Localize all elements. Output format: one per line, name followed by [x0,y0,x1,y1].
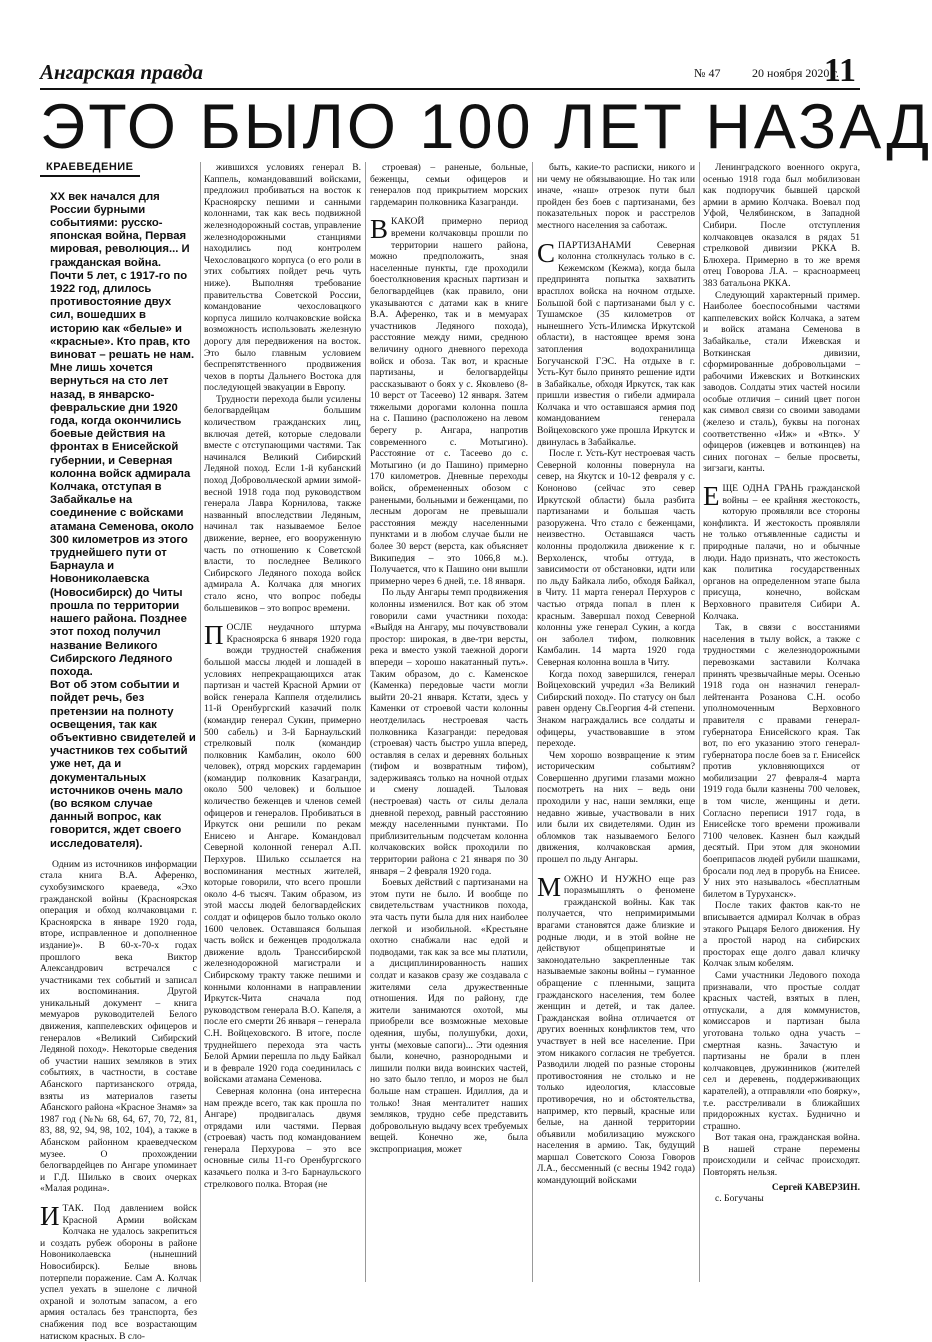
body-paragraph: Одним из источников информации стала книга В.А. Аференко, сухобузимского краеведа, «Эхо гражданской войны (Красноярская операция и обход колчаковцами г. Красноярска в январе 1920 года, вторе, исправленное и дополненное издание)». В 60-х-70-х годах прошлого века Виктор Александрович встречался с участниками тех событий и записал их воспоминания. Другой уникальный документ – книга мемуаров руководителей Белого движения, каппелевских офицеров и генералов «Великий Сибирский Ледяной поход». Некоторые сведения об участии наших земляков в этих событиях, в частности, в составе Абанского партизанского отряда, взяты из материалов газеты Абанского района «Красное Знамя» за 1987 год (№№ 68, 64, 67, 70, 72, 81, 83, 88, 92, 94, 98, 102, 104), а также в Абанском районном краеведческом музее. О прохождении белогвардейцев по Ангаре упоминает и Г.Д. Шилько в своих очерках «Малая родина». [40,858,197,1195]
body-paragraph: КАКОЙ примерно период времени колчаковцы прошли по территории нашего района, можно предположить, зная населенные пункты, где проходили боестолкновения красных партизан и белогвардейцев (как правило, они указываются с датами как в книге В.А. Аференко, так и в мемуарах участников Ледяного похода), расстояние между ними, среднюю величину одного дневного перехода войск и обоза. Так вот, и красные партизаны, и белогвардейцы рассказывают о боях у с. Яковлево (8-10 верст от Тасеево) 12 января. Затем тяжелыми дорогами колонна пошла на с. Пашино (расположено на левом берегу р. Ангара, напротив современного с. Мотыгино). Расстояние от с. Тасеево до с. Мотыгино (и до Пашино) примерно 170 километров. Дневные переходы войск, обремененных обозом с ранеными, больными и беженцами, по лесным дорогам не превышали расстояния между населенными пунктами и в любом случае были не более 30 верст (верста, как объясняет Википедия – это 1066,8 м.). Получается, что к Пашино они вышли примерно через 6 дней, т.е. 18 января. [370,216,528,587]
lead-paragraph: Вот об этом событии и пойдет речь, без претензии на полноту освещения, так как объективно свидетелей и участников тех событий уже нет, да и документальных источников очень мало (во всяком случае данный вопрос, как говорится, ждет своего исследователя). [50,679,196,850]
section-block [703,483,860,1179]
drop-cap: С [537,237,556,268]
column-divider [365,162,366,1282]
section-block [204,622,361,1190]
body-paragraph: Вот такая она, гражданская война. В нашей стране перемены происходили и сейчас происходят. Повторять нельзя. [703,1132,860,1179]
section-block [537,871,695,1187]
page-number: 11 [823,52,856,89]
body-paragraph: ТАК. Под давлением войск Красной Армии войскам Колчака не удалось закрепиться и создать рубеж обороны в районе Новониколаевска (нынешний Новосибирск). Белые вновь потерпели поражение. Сам А. Колчак успел уехать в эшелоне с личной охраной и золотым запасом, а его армия осталась без транспорта, без снабжения под все возрастающим натиском красных. В сло- [40,1202,197,1342]
body-paragraph: Боевых действий с партизанами на этом пути не было. И вообще по свидетельствам участников похода, эта часть пути была для них наиболее легкой и изобильной. «Крестьяне охотно снабжали нас едой и подводами, так как за все мы платили, а дисциплинированность наших солдат и казаков сразу же создавала с жителями села дружественные отношения. Идя по району, где жители занимаются охотой, мы приобрели все возможные меховые одеяния, шубы, полушубки, дохи, унты (меховые сапоги)... Эти одеяния были, конечно, разнородными и лишили полки вида воинских частей, но зато было тепло, и мороз не был больше нам страшен. Идиллия, да и только! Зная менталитет наших земляков, трудно себе представить добровольную выдачу всех требуемых вещей. Конечно же, была экспроприация, может [370,877,528,1155]
issue-date: 20 ноября 2020 г. [752,66,839,80]
body-paragraph: По льду Ангары темп продвижения колонны изменился. Вот как об этом говорили сами участники похода: «Выйдя на Ангару, мы почувствовали простор: широкая, в две-три версты, река и вместо узкой таежной дороги впереди – хорошо накатанный путь». Таким образом, до с. Каменское (Каменка) передовые части могли выйти 20-21 января. Кстати, здесь у Каменки от строевой части колонны неотделилась нестроевая часть полковника Казагранди: передовая (строевая) часть быстро ушла вперед, оставляя в селах и деревнях больных (тифом и возвратным тифом), задерживаясь только на ночной отдых и смену лошадей. Тыловая (нестроевая) часть от силы делала дневной переход, равный расстоянию между населенными пунктами. По приблизительным подсчетам колонна колчаковских войск проходили по территории района с 21 января по 30 января – 2 февраля 1920 года. [370,587,528,877]
article-lead [50,191,197,851]
body-paragraph: Следующий характерный пример. Наиболее боеспособными частями каппелевских войск Колчака, а затем и войск атамана Семенова в Забайкалье, стали Ижевская и Воткинская дивизии, сформированные добровольцами – рабочими Ижевских и Воткинских заводов. Солдаты этих частей носили особые отличия – синий цвет погон как символ связи со своими заводами (железо и сталь), буквы на погонах соответственно «Иж» и «Втк». У офицеров (ижевцев и воткинцев) на синих погонах – белые просветы, зигзаги, канты. [703,289,860,475]
masthead: Ангарская правда [40,60,204,84]
column-divider [699,162,700,1282]
body-paragraph: ПАРТИЗАНАМИ Северная колонна столкнулась только в с. Кежемском (Кежма), когда была предпринята попытка захватить врасплох войска на ночном отдыхе. Большой бой с партизанами был у с. Тушамское (35 километров от нынешнего Усть-Илимска Иркутской области), в настоящее время зона затопления водохранилища Богучанской ГЭС. На отдыхе в г. Усть-Кут было принято решение идти в Забайкалье, обходя Иркутск, так как пришли известия о гибели адмирала Колчака и что оставшаяся армия под командованием генерала Войцеховского уже прошла Иркутск и двинулась в Забайкалье. [537,239,695,448]
body-paragraph: После г. Усть-Кут нестроевая часть Северной колонны повернула на север, на Якутск и 10-12 февраля у с. Кононово (сейчас это север Иркутской области) была разбита партизанами и большая часть разоружена. Что стало с беженцами, неизвестно. Оставшаяся часть колонны продолжила движение к г. Верхоленск, чтобы оттуда, в зависимости от обстановки, идти или по льду Байкала либо, обходя Байкал, в Читу. 11 марта генерал Перхуров с частью отряда попал в плен к красным. Завершал поход Северной колонны уже генерал Сукин, а когда он заболел тифом, полковник Камбалин. 14 марта 1920 года Северная колонна вошла в Читу. [537,448,695,668]
page-header [40,52,860,90]
column-divider [532,162,533,1282]
article-column-1 [40,161,197,1342]
body-paragraph: ОЖНО И НУЖНО еще раз поразмышлять о феномене гражданской войны. Как так получается, что непримиримыми врагами становятся даже близкие и родные люди, и в этой войне не действуют общепринятые и законодательно закрепленные так называемые законы войны – гуманное обращение с пленными, защита гражданского населения, тем более женщин и детей, и так далее. Гражданская война отличается от других военных конфликтов тем, что участвует в ней все население. При этом никакого согласия не требуется. Разводили людей по разные стороны противостояния не столько и не только идеология, классовые противоречия, но и обстоятельства, например, кто первый, красные или белые, на данной территории объявили мобилизацию мужского населения в армию. Так, будущий маршал Советского Союза Говоров Л.А., бессменный (с весны 1942 года) командующий войсками [537,873,695,1187]
body-paragraph: строевая) – раненые, больные, беженцы, семьи офицеров и генералов под прикрытием морских гардемарин полковника Казагранди. [370,162,528,208]
author-location: с. Богучаны [715,1193,764,1205]
rubric-label: КРАЕВЕДЕНИЕ [40,162,140,177]
body-paragraph: Северная колонна (она интересна нам прежде всего, так как прошла по Ангаре) продвигалась двумя отрядами или частями. Первая (строевая) часть под командованием генерала Перхурова – это все основные силы 11-го Оренбургского казачьего полка и 3-го Барнаульского стрелкового полка. Вторая (не [204,1085,361,1190]
column-divider [200,162,201,1282]
headline: ЭТО БЫЛО 100 ЛЕТ НАЗАД [40,92,932,162]
drop-cap: В [370,214,389,245]
drop-cap: М [537,871,562,902]
drop-cap: Е [703,481,720,512]
body-paragraph: Ленинградского военного округа, осенью 1918 года был мобилизован как подпоручик бывшей царской армии в армию Колчака. Воевал под Уфой, Челябинском, в Западной Сибири. После отступления колчаковцев оказался в рядах 51 стрелковой дивизии РККА В. Блюхера. Примерно в то же время отец Говорова Л.А. – красноармеец 383 батальона РККА. [703,162,860,289]
body-paragraph: ОСЛЕ неудачного штурма Красноярска 6 января 1920 года вожди трудностей снабжения большой массы людей и лошадей в условиях непрекращающихся атак партизан и частей Красной Армии от войск генерала Каппеля отделились 11-й Оренбургский казачий полк (командир генерал Сукин, примерно 500 сабель) и 3-й Барнаульский стрелковый полк (командир полковник Камбалин, около 600 человек), отряд морских гардемарин (командир полковник Казагранди, около 500 человек) и большое количество беженцев и членов семей офицеров и генералов. Пробиваться в Иркутск они решили по рекам Енисею и Ангаре. Командовал Северной колонной генерал А.П. Перхуров. Шилько ссылается на воспоминания местных жителей, которые говорили, что всего прошли около 4-6 тысяч. Таким образом, из этой массы людей белогвардейских солдат и офицеров было только около 1600 человек. Оставшаяся большая часть войск и беженцев продолжала движение вдоль Транссибирской железнодорожной магистрали и Сибирскому тракту также пешими и конными колоннами в направлении Иркутск-Чита сначала под руководством генерала В.О. Капеля, а после его смерти 26 января – генерала С.Н. Войцеховского. В итоге, после труднейшего перехода эта часть Белой Армии перешла по льду Байкал и в феврале 1920 года соединилась с войсками атамана Семенова. [204,622,361,1086]
article-column-3 [370,162,528,1282]
body-paragraph: быть, какие-то расписки, никого и ни чему не обязывающие. Но так или иначе, «наш» отрезок пути был пройден без боев с партизанами, без показательных порок и расстрелов местного населения за саботаж. [537,162,695,231]
issue-number: № 47 [694,66,721,80]
body-paragraph: Так, в связи с восстаниями населения в тылу войск, а также с трудностями с железнодорожными перевозками заставили Колчака принять чрезвычайные меры. Осенью 1918 года он назначил генерал-лейтенанта Розанова С.Н. особо уполномоченным Верховного правителя с правами генерал-губернатора Енисейского края. Так вот, по его указанию этого генерал-губернатора после боев за г. Енисейск против укловняющихся от мобилизации 27 февраля-4 марта 1919 года были казнены 700 человек, в том числе, женщины и дети. Согласно переписи 1917 года, в Енисейске того времени проживали 7100 человек. Казнен был каждый десятый. При этом для экономии боеприпасов людей рубили шашками, бросали под лед в прорубь на Енисее. У них это называлось «бесплатным билетом в Туруханск». [703,622,860,900]
body-paragraph: Когда поход завершился, генерал Войцеховский учредил «За Великий Сибирский поход». По статусу он был равен ордену Св.Георгия 4-й степени. Знаком награждались все солдаты и офицеры, участвовавшие в этом переходе. [537,668,695,750]
section-block [537,237,695,866]
section-block [40,1200,197,1342]
article-column-5 [703,162,860,1282]
body-paragraph: После таких фактов как-то не вписывается адмирал Колчак в образ этакого Рыцаря Белого движения. Ну а простой народ на сибирских просторах еще долго давал кличку Колчак злым кобелям. [703,900,860,970]
body-paragraph: ЩЕ ОДНА ГРАНЬ гражданской войны – ее крайняя жестокость, которую проявляли все стороны конфликта. И жестокость проявляли не только отъявленные садисты и природные палачи, но и обычные люди. Надо признать, что жестокость как политика государственных органов на определенном этапе была присуща, конечно, войскам Верховного правителя Сибири А. Колчака. [703,483,860,622]
author-signature: Сергей КАВЕРЗИН. [771,1181,860,1193]
article-column-2 [204,162,361,1282]
lead-paragraph: XX век начался для России бурными событиями: русско-японская война, Первая мировая, революция... И гражданская война. Почти 5 лет, с 1917-го по 1922 год, длилось противостояние двух сил, вошедших в историю как «белые» и «красные». Кто прав, кто виноват – решать не нам. Мне лишь хочется вернуться на сто лет назад, в январско-февральские дни 1920 года, когда окончились боевые действия на фронтах в Енисейской губернии, и Северная колонна войск адмирала Колчака, отступая в Забайкалье на соединение с войсками атамана Семенова, около 300 километров из этого труднейшего пути от Барнаула и Новониколаевска (Новосибирск) до Читы прошла по территории нашего района. Позднее этот поход получил название Великого Сибирского Ледяного похода. [50,190,195,678]
drop-cap: И [40,1200,60,1231]
body-paragraph: Сами участники Ледового похода признавали, что простые солдат красных частей, взятых в плен, отпускали, а для коммунистов, комиссаров и партизан была уготована только одна участь – смертная казнь. Зачастую и партизаны не брали в плен колчаковцев, дружинников (жителей сел и деревень, поддерживающих карателей), а отправляли «по боярку», т.е. расстреливали в ближайших придорожных кустах. Буднично и страшно. [703,969,860,1132]
section-block [370,216,528,1155]
body-paragraph: Чем хорошо возвращение к этим историческим событиям? Совершенно другими глазами можно посмотреть на них – ведь они проходили у нас, наши земляки, еще недавно живые, участвовали в них или были их свидетелями. Один из обломков так называемого Белого движения, колчаковская армия, прошел по льду Ангары. [537,749,695,866]
drop-cap: П [204,620,224,651]
article-column-4 [537,162,695,1282]
body-paragraph: жившихся условиях генерал В. Каппель, командовавший войсками, предложил пробиваться на восток к Красноярску пешими и санными колоннами, так как весь подвижной железнодорожный состав, управление железнодорожными станциями находились под контролем Чехословацкого корпуса (о его роли в этих событиях пойдет речь чуть ниже). Выполняя требование правительства Советской России, командование чехословацкого корпуса лишило колчаковские войска возможность использовать железную дорогу для передвижения на восток. Это было главным условием беспрепятственного продвижения чехов в порты Дальнего Востока для последующей эвакуации в Европу. [204,162,361,394]
body-paragraph: Трудности перехода были усилены белогвардейцам большим количеством гражданских лиц, включая детей, которые следовали вместе с отступающими частями. Так начинался Великий Сибирский Ледяной поход. Если 1-й кубанский поход Добровольческой армии зимой-весной 1918 года под руководством генерала Лавра Корнилова, также названный впоследствии Ледяным, начинал так называемое Белое движение, вернее, его вооруженную часть по отношению к Советской власти, то последнее Великого Сибирского Ледяного похода войск адмирала А. Колчака для многих стало ясно, что вопрос победы большевиков – это вопрос времени. [204,393,361,614]
